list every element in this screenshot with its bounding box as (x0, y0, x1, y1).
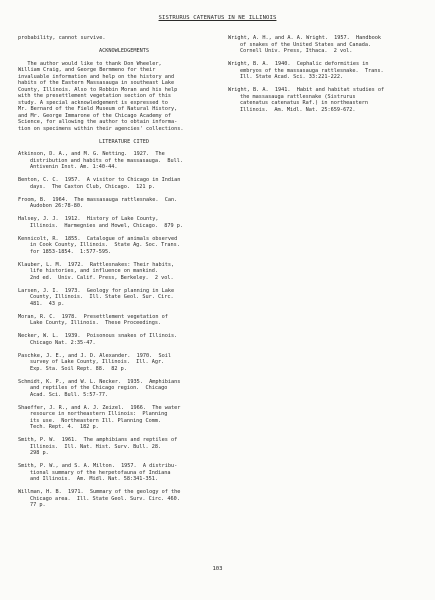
reference-line: Illinois. Am. Midl. Nat. 25:659-672. (240, 106, 356, 113)
reference-line: Necker, W. L. 1939. Poisonous snakes of Illinois. (18, 333, 178, 339)
reference-line: 481. 43 p. (30, 300, 65, 307)
reference-line: Acad. Sci. Bull. 5:57-77. (30, 391, 109, 398)
running-header (0, 15, 435, 21)
reference-entry (18, 379, 230, 399)
acknowledgement-line: Mr. Bernard of the Field Museum of Natural History, (18, 106, 178, 112)
reference-line: Wright, B. A. 1941. Habit and habitat studies of (228, 87, 385, 93)
reference-line: Schmidt, K. P., and W. L. Necker. 1935. Amphibians (18, 378, 181, 385)
reference-line: 77 p. (30, 502, 46, 508)
reference-line: and reptiles of the Chicago region. Chicago (30, 385, 168, 391)
reference-line: the massasauga rattlesnake (Sistrurus (240, 93, 356, 100)
literature-cited-heading: LITERATURE CITED (99, 138, 149, 145)
acknowledgement-line: County, Illinois. Also to Robbin Moran and his help (18, 86, 178, 93)
reference-line: 298 p. (30, 450, 49, 456)
left-column (18, 35, 230, 515)
reference-line: Illinois. Harmegnies and Howel, Chicago. 879 p. (30, 222, 184, 229)
acknowledgement-line: William Craig, and George Bermmeno for their (18, 67, 156, 73)
reference-list-right (228, 35, 428, 113)
acknowledgements-heading: ACKNOWLEDGEMENTS (99, 48, 149, 54)
reference-entry (18, 236, 230, 256)
reference-line: Cornell Univ. Press, Ithaca. 2 vol. (240, 48, 353, 54)
reference-line: resource in northeastern Illinois: Planning (30, 411, 168, 417)
reference-line: in Cook County, Illinois. State Ag. Soc. Trans. (30, 242, 180, 248)
acknowledgements-body (18, 61, 230, 133)
reference-line: its use. Northeastern Ill. Planning Comm. (30, 417, 162, 424)
reference-line: Audobon 26:78-80. (30, 203, 84, 209)
reference-line: and Illinois. Am. Midl. Nat. 58:341-351. (30, 476, 159, 482)
reference-line: Illinois. Ill. Nat. Hist. Surv. Bull. 28. (30, 443, 162, 450)
reference-line: Klauber, L. M. 1972. Rattlesnakes: Their habits, (18, 261, 175, 268)
reference-line: Smith, P. W. 1961. The amphibians and reptiles of (18, 437, 178, 443)
reference-line: Wright, B. A. 1940. Cephalic deformities in (228, 61, 369, 67)
reference-line: Moran, R. C. 1978. Presettlement vegetation of (18, 313, 168, 320)
reference-entry (18, 197, 230, 210)
reference-entry (228, 87, 428, 113)
acknowledgement-line: and Mr. George Immarone of the Chicago Academy of (18, 112, 172, 119)
reference-line: Paschke, J. E., and J. D. Alexander. 1970. Soil (18, 352, 172, 359)
reference-line: distribution and habits of the massasauga. Bull. (30, 157, 184, 164)
reference-entry (18, 288, 230, 308)
reference-line: Atkinson, D. A., and M. G. Netting. 1927. The (18, 151, 165, 157)
reference-line: Shaeffer, J. R., and A. J. Zeizel. 1966. The water (18, 404, 181, 411)
reference-line: Chicago area. Ill. State Geol. Surv. Circ. 460. (30, 495, 180, 502)
reference-entry (228, 61, 428, 81)
header-title: SISTRURUS CATENATUS IN NE ILLINOIS (158, 15, 277, 21)
reference-line: Lake County, Illinois. These Proceedings. (30, 320, 162, 326)
acknowledgement-line: invaluable information and help on the history and (18, 73, 175, 80)
reference-entry (18, 262, 230, 282)
acknowledgement-line: The author would like to thank Don Wheeler, (18, 60, 162, 67)
reference-entry (18, 314, 230, 327)
right-column (228, 35, 428, 120)
reference-line: Willman, H. B. 1971. Summary of the geology of the (18, 489, 181, 495)
reference-line: Benton, C. C. 1957. A visitor to Chicago in Indian (18, 177, 181, 183)
intro-text: probability, cannot survive. (18, 35, 106, 41)
reference-line: of snakes of the United States and Canada. (240, 41, 372, 48)
page-number: 103 (212, 566, 223, 572)
acknowledgement-line: study. A special acknowledgement is expressed to (18, 99, 168, 106)
acknowledgement-line: tion on specimens within their agencies' collections. (18, 125, 184, 132)
reference-entry (18, 405, 230, 431)
reference-line: Kennicolt, R. 1855. Catalogue of animals observed (18, 235, 178, 242)
reference-line: Halsey, J. J. 1912. History of Lake County, (18, 216, 159, 222)
reference-line: Smith, P. W., and S. A. Milton. 1957. A distribu- (18, 463, 178, 469)
reference-line: 2nd ed. Univ. Calif. Press, Berkeley. 2 vol. (30, 274, 174, 281)
reference-line: Wright, A. H., and A. A. Wright. 1957. Handbook (228, 35, 382, 41)
reference-line: days. The Caxton Club, Chicago. 121 p. (30, 183, 155, 190)
reference-entry (18, 463, 230, 483)
reference-line: Tech. Rept. 4. 182 p. (30, 424, 99, 430)
reference-line: catenatus catenatus Raf.) in northeastern (240, 100, 369, 106)
acknowledgement-line: Science, for allowing the author to obtain informa- (18, 119, 178, 125)
reference-line: Antivenin Inst. Am. 1:40-44. (30, 164, 118, 170)
reference-entry (228, 35, 428, 55)
reference-line: Exp. Sta. Soil Rept. 88. 82 p. (30, 365, 127, 372)
acknowledgement-line: habits of the Eastern Massasauga in southeast Lake (18, 80, 175, 86)
reference-entry (18, 333, 230, 346)
reference-line: tional summary of the herpetofauna of Indiana (30, 469, 171, 476)
reference-entry (18, 353, 230, 373)
acknowledgement-line: with the presettlement vegetation section of this (18, 93, 172, 99)
reference-line: Ill. State Acad. Sci. 33:221-222. (240, 74, 344, 80)
reference-entry (18, 216, 230, 229)
reference-entry (18, 437, 230, 457)
reference-line: Chicago Nat. 2:35-47. (30, 339, 96, 346)
reference-line: Froom, B. 1964. The massasauga rattlesnake. Can. (18, 196, 178, 203)
reference-entry (18, 489, 230, 509)
reference-line: for 1853-1854. 1:577-595. (30, 248, 112, 255)
reference-entry (18, 177, 230, 190)
reference-line: embryos of the massasauga rattlesnake. Trans. (240, 67, 384, 74)
reference-line: Larsen, J. I. 1973. Geology for planning in Lake (18, 287, 175, 294)
reference-line: survey of Lake County, Illinois. Ill. Agr. (30, 359, 165, 365)
reference-line: County, Illinois. Ill. State Geol. Sur. Circ. (30, 294, 174, 300)
reference-line: life histories, and influence on mankind. (30, 268, 159, 274)
reference-entry (18, 151, 230, 171)
reference-list-left (18, 151, 230, 509)
